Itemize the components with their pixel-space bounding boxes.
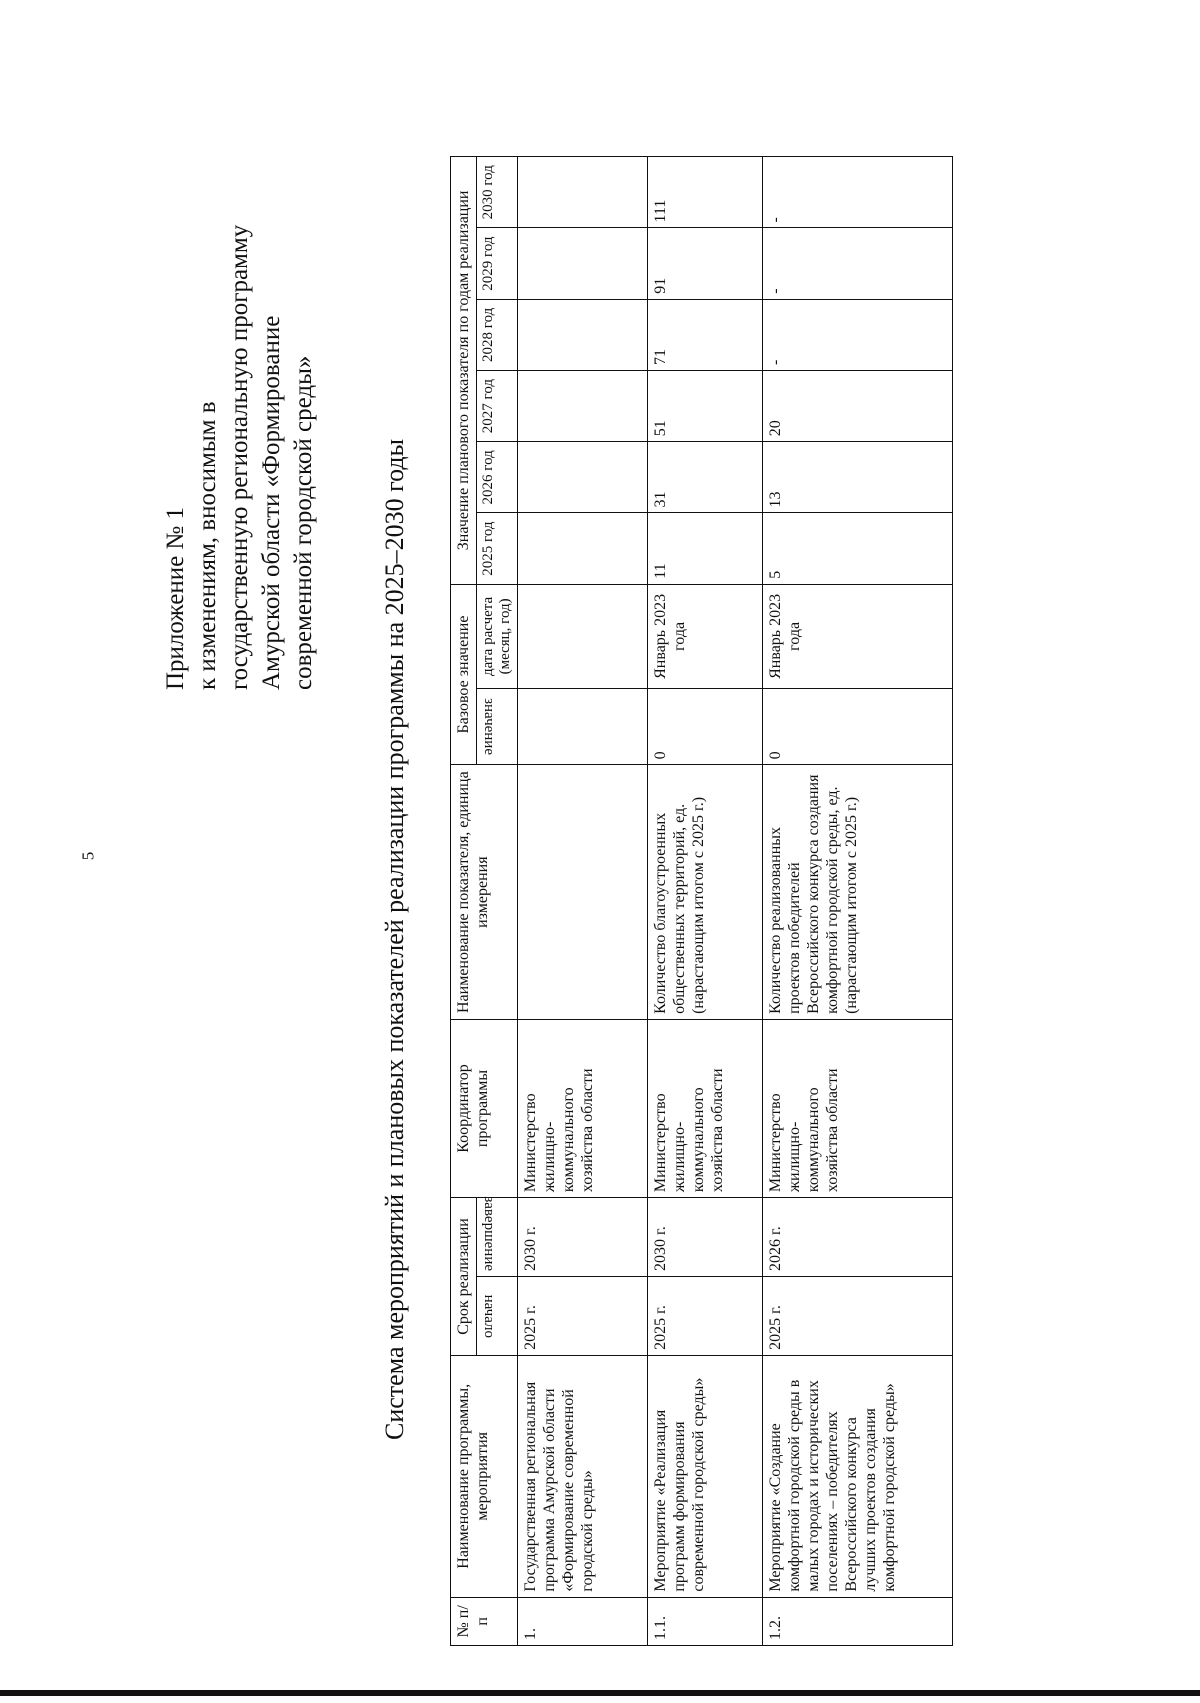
- cell-value: 51: [648, 370, 763, 441]
- cell-value: 13: [763, 442, 953, 513]
- cell-num: 1.2.: [763, 1597, 953, 1645]
- cell-value: -: [763, 228, 953, 299]
- cell-num: 1.1.: [648, 1597, 763, 1645]
- cell-start: 2025 г.: [763, 1276, 953, 1355]
- header-year: 2027 год: [477, 370, 518, 441]
- table-row: [763, 157, 953, 1646]
- cell-name: Мероприятие «Создание комфортной городской среды в малых городах и исторических поселениях – победителях Всероссийского конкурса лучших проектов создания комфортной городской среды»: [763, 1355, 953, 1597]
- cell-num: 1.: [518, 1597, 648, 1645]
- cell-base-date: [518, 584, 648, 688]
- cell-value: [518, 157, 648, 228]
- cell-base-date: Январь 2023 года: [763, 584, 953, 688]
- header-coordinator: Координатор программы: [451, 1019, 518, 1197]
- cell-value: 91: [648, 228, 763, 299]
- cell-name: Мероприятие «Реализация программ формирования современной городской среды»: [648, 1355, 763, 1597]
- header-year: 2026 год: [477, 442, 518, 513]
- header-year: 2025 год: [477, 513, 518, 584]
- cell-value: -: [763, 157, 953, 228]
- cell-value: [518, 513, 648, 584]
- cell-value: [518, 370, 648, 441]
- header-term: Срок реализации: [451, 1198, 477, 1356]
- header-num: № п/п: [451, 1597, 518, 1645]
- cell-value: 111: [648, 157, 763, 228]
- cell-value: [518, 228, 648, 299]
- header-year: 2030 год: [477, 157, 518, 228]
- header-base-value: [477, 689, 518, 765]
- cell-end: 2030 г.: [648, 1198, 763, 1277]
- cell-value: [518, 299, 648, 370]
- header-plan: Значение планового показателя по годам реализации: [451, 157, 477, 585]
- appendix-line: современной городской среды»: [290, 355, 317, 690]
- page-number: 5: [78, 851, 98, 861]
- cell-value: 5: [763, 513, 953, 584]
- appendix-line: государственную региональную программу: [226, 224, 253, 690]
- appendix-note: [160, 170, 320, 690]
- header-term-start: [477, 1276, 518, 1355]
- header-term-end: [477, 1198, 518, 1277]
- measures-table: [450, 156, 953, 1646]
- cell-coordinator: Министерство жилищно-коммунального хозяйства области: [648, 1019, 763, 1197]
- scan-edge-line: [0, 1690, 1200, 1696]
- cell-base-value: [518, 689, 648, 765]
- header-year: 2029 год: [477, 228, 518, 299]
- header-base: Базовое значение: [451, 584, 477, 765]
- cell-name: Государственная региональная программа Амурской области «Формирование современной городской среды»: [518, 1355, 648, 1597]
- appendix-line: Амурской области «Формирование: [258, 315, 285, 690]
- rotated-landscape-content: [130, 150, 1030, 1650]
- cell-coordinator: Министерство жилищно-коммунального хозяйства области: [518, 1019, 648, 1197]
- cell-value: 11: [648, 513, 763, 584]
- cell-end: 2030 г.: [518, 1198, 648, 1277]
- cell-value: -: [763, 299, 953, 370]
- cell-start: 2025 г.: [518, 1276, 648, 1355]
- header-year: 2028 год: [477, 299, 518, 370]
- appendix-line: Приложение № 1: [162, 506, 189, 690]
- header-indicator: Наименование показателя, единица измерения: [451, 765, 518, 1020]
- appendix-line: к изменениям, вносимым в: [194, 401, 221, 690]
- header-term-start-text: начало: [481, 1294, 497, 1338]
- cell-value: 20: [763, 370, 953, 441]
- cell-base-value: 0: [648, 689, 763, 765]
- table-row: [518, 157, 648, 1646]
- document-title: Система мероприятий и плановых показателей реализации программы на 2025–2030 годы: [380, 438, 409, 1440]
- cell-indicator: Количество реализованных проектов победителей Всероссийского конкурса создания комфортной городской среды, ед. (нарастающим итогом с 2025 г.): [763, 765, 953, 1020]
- cell-value: 71: [648, 299, 763, 370]
- cell-base-value: 0: [763, 689, 953, 765]
- cell-value: [518, 442, 648, 513]
- cell-start: 2025 г.: [648, 1276, 763, 1355]
- cell-coordinator: Министерство жилищно-коммунального хозяйства области: [763, 1019, 953, 1197]
- cell-value: 31: [648, 442, 763, 513]
- table-row: [648, 157, 763, 1646]
- cell-indicator: [518, 765, 648, 1020]
- header-name: Наименование программы, мероприятия: [451, 1355, 518, 1597]
- cell-indicator: Количество благоустроенных общественных территорий, ед. (нарастающим итогом с 2025 г.): [648, 765, 763, 1020]
- header-base-value-text: значение: [481, 698, 497, 756]
- cell-end: 2026 г.: [763, 1198, 953, 1277]
- cell-base-date: Январь 2023 года: [648, 584, 763, 688]
- header-term-end-text: завершение: [481, 1196, 497, 1271]
- header-base-date: дата расчета (месяц, год): [477, 584, 518, 688]
